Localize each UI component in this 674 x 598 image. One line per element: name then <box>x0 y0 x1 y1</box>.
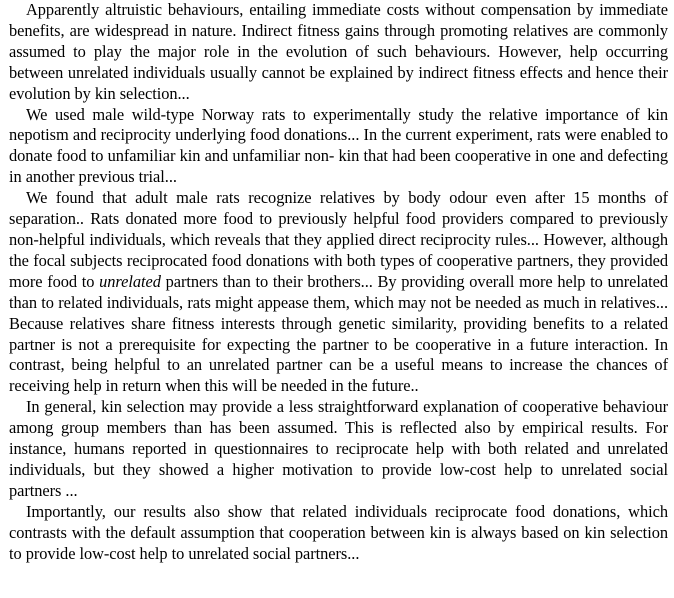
paragraph-text-after: partners than to their brothers... By providing overall more help to unrelated than to related individuals, rats might appease them, which may not be needed as much in relatives... Because relatives share fitness interests through genetic similarity, providing benefits to a related partner is not a prerequisite for expecting the partner to be cooperative in a future interaction. In contrast, being helpful to an unrelated partner can be a useful means to increase the chances of receiving help in return when this will be needed in the future.. <box>9 271 668 396</box>
paragraph-text: We used male wild-type Norway rats to experimentally study the relative importance of kin nepotism and reciprocity underlying food donations... In the current experiment, rats were enabled to donate food to unfamiliar kin and unfamiliar non- kin that had been cooperative in one and defecting in another previous trial... <box>9 104 668 187</box>
paragraph-conclusion <box>9 502 668 565</box>
paragraph-text: Importantly, our results also show that related individuals reciprocate food donations, which contrasts with the default assumption that cooperation between kin is always based on kin selection to provide low-cost help to unrelated social partners... <box>9 501 668 563</box>
paragraph-text: Apparently altruistic behaviours, entailing immediate costs without compensation by immediate benefits, are widespread in nature. Indirect fitness gains through promoting relatives are commonly assumed to play the major role in the evolution of such behaviours. However, help occurring between unrelated individuals usually cannot be explained by indirect fitness effects and hence their evolution by kin selection... <box>9 0 668 103</box>
paragraph-text-before: We found that adult male rats recognize relatives by body odour even after 15 months of separation.. Rats donated more food to previously helpful food providers compared to previously non-helpful individuals, which reveals that they applied direct reciprocity rules... However, although the focal subjects reciprocated food donations with both types of cooperative partners, they provided more food to <box>9 188 668 291</box>
paragraph-methods <box>9 105 668 189</box>
paragraph-kin-selection <box>9 397 668 502</box>
emphasis-unrelated: unrelated <box>99 271 161 291</box>
paragraph-text: In general, kin selection may provide a less straightforward explanation of cooperative behaviour among group members than has been assumed. This is reflected also by empirical results. For instance, humans reported in questionnaires to reciprocate help with both related and unrelated individuals, but they showed a higher motivation to provide low-cost help to unrelated social partners ... <box>9 397 668 500</box>
paragraph-altruism-intro <box>9 0 668 105</box>
paragraph-results <box>9 188 668 397</box>
